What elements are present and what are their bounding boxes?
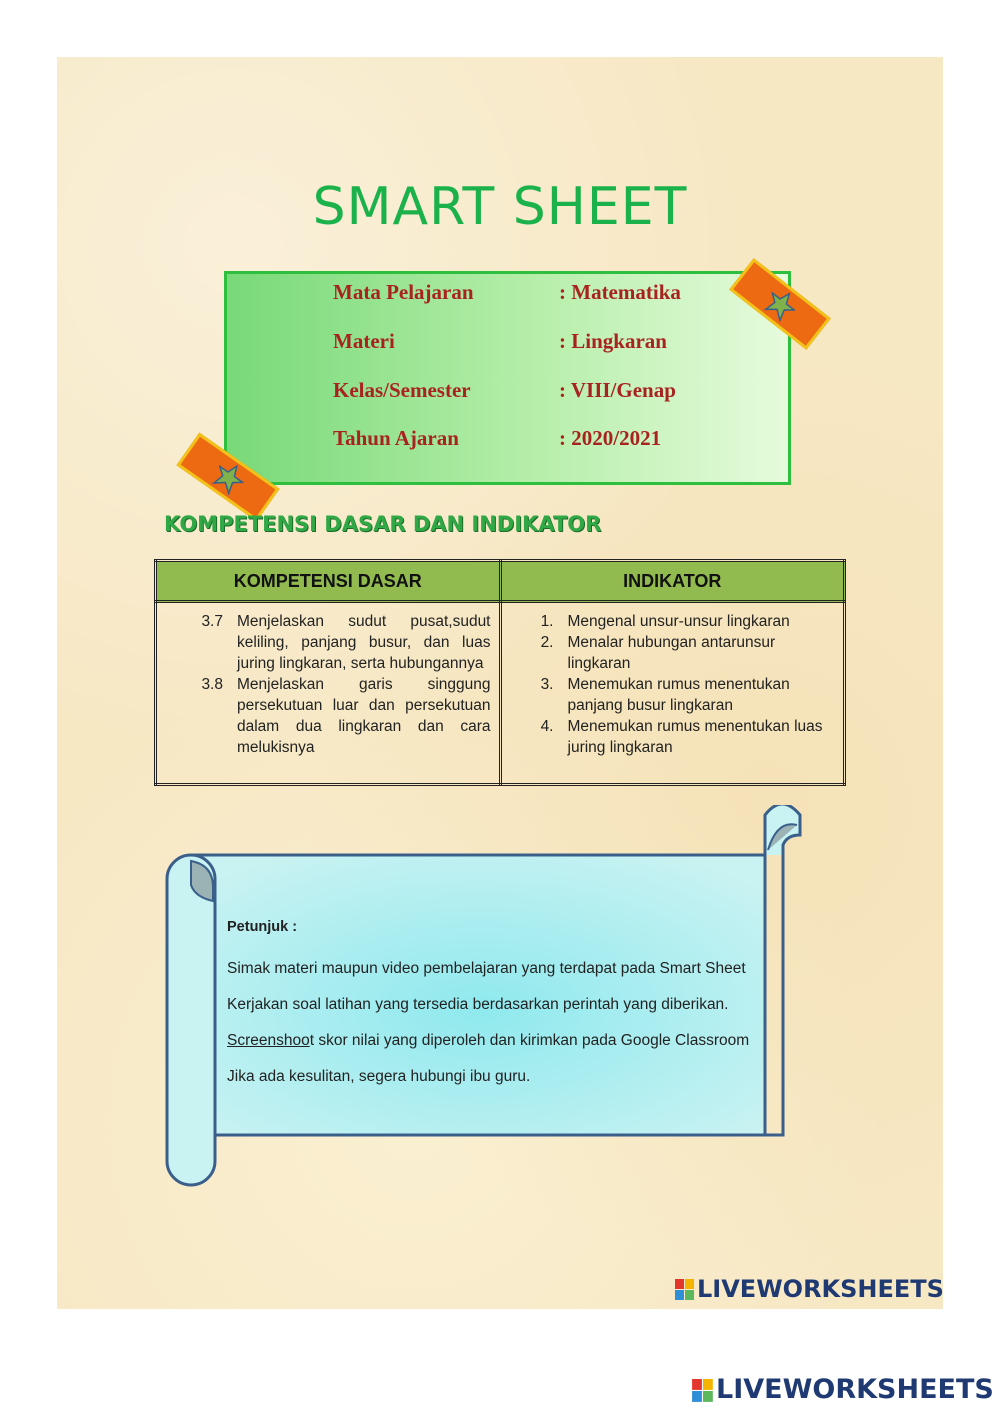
info-value: : 2020/2021 <box>559 426 662 450</box>
star-icon <box>208 457 250 499</box>
instruction-paragraph: Jika ada kesulitan, segera hubungi ibu guru. <box>227 1068 531 1085</box>
info-value: : Matematika <box>559 280 681 304</box>
competency-table <box>154 559 846 786</box>
indicator-cell <box>500 602 845 785</box>
list-item <box>510 611 836 632</box>
kd-text: Menjelaskan sudut pusat,sudut keliling, panjang busur, dan luas juring lingkaran, serta hubungannya <box>237 613 491 672</box>
kd-number: 3.7 <box>201 613 223 630</box>
info-label: Materi <box>333 329 395 353</box>
page-title: SMART SHEET <box>312 177 688 237</box>
watermark-text: LIVEWORKSHEETS <box>716 1374 994 1405</box>
list-item <box>510 674 836 716</box>
watermark-text: LIVEWORKSHEETS <box>697 1275 944 1303</box>
underlined-word: Screenshoo <box>227 1032 310 1049</box>
indicator-number: 3. <box>540 676 554 693</box>
indicator-number: 4. <box>540 718 554 735</box>
list-item <box>165 674 491 758</box>
instructions-heading: Petunjuk : <box>227 919 298 935</box>
liveworksheets-logo-footer[interactable] <box>692 1374 994 1405</box>
indicator-text: Menemukan rumus menentukan panjang busur lingkaran <box>567 676 790 714</box>
liveworksheets-cube-icon <box>675 1279 695 1301</box>
instruction-text: t skor nilai yang diperoleh dan kirimkan pada Google Classroom <box>309 1032 750 1049</box>
indicator-text: Menemukan rumus menentukan luas juring lingkaran <box>567 718 823 756</box>
instruction-paragraph <box>227 1031 767 1051</box>
instructions-text <box>227 917 767 1103</box>
instruction-paragraph: Simak materi maupun video pembelajaran yang terdapat pada Smart Sheet <box>227 960 746 977</box>
table-header-kd: KOMPETENSI DASAR <box>156 561 501 602</box>
liveworksheets-logo-inner <box>675 1275 944 1303</box>
section-heading: KOMPETENSI DASAR DAN INDIKATOR <box>164 512 602 536</box>
info-value: : VIII/Genap <box>559 378 676 402</box>
subject-info-box <box>224 271 791 485</box>
indicator-text: Menalar hubungan antarunsur lingkaran <box>567 634 776 672</box>
instruction-paragraph: Kerjakan soal latihan yang tersedia berdasarkan perintah yang diberikan. <box>227 996 729 1013</box>
info-value: : Lingkaran <box>559 329 667 353</box>
kd-cell <box>156 602 501 785</box>
info-label: Kelas/Semester <box>333 378 471 402</box>
list-item <box>510 632 836 674</box>
indicator-number: 2. <box>540 634 554 651</box>
table-header-indicator: INDIKATOR <box>500 561 845 602</box>
list-item <box>165 611 491 674</box>
info-label: Tahun Ajaran <box>333 426 459 450</box>
kd-text: Menjelaskan garis singgung persekutuan luar dan persekutuan dalam dua lingkaran dan cara melukisnya <box>237 676 491 756</box>
list-item <box>510 716 836 758</box>
info-label: Mata Pelajaran <box>333 280 474 304</box>
kd-number: 3.8 <box>201 676 223 693</box>
indicator-number: 1. <box>540 613 554 630</box>
worksheet-page <box>57 57 943 1309</box>
indicator-text: Mengenal unsur-unsur lingkaran <box>567 613 790 630</box>
liveworksheets-cube-icon <box>692 1379 714 1403</box>
